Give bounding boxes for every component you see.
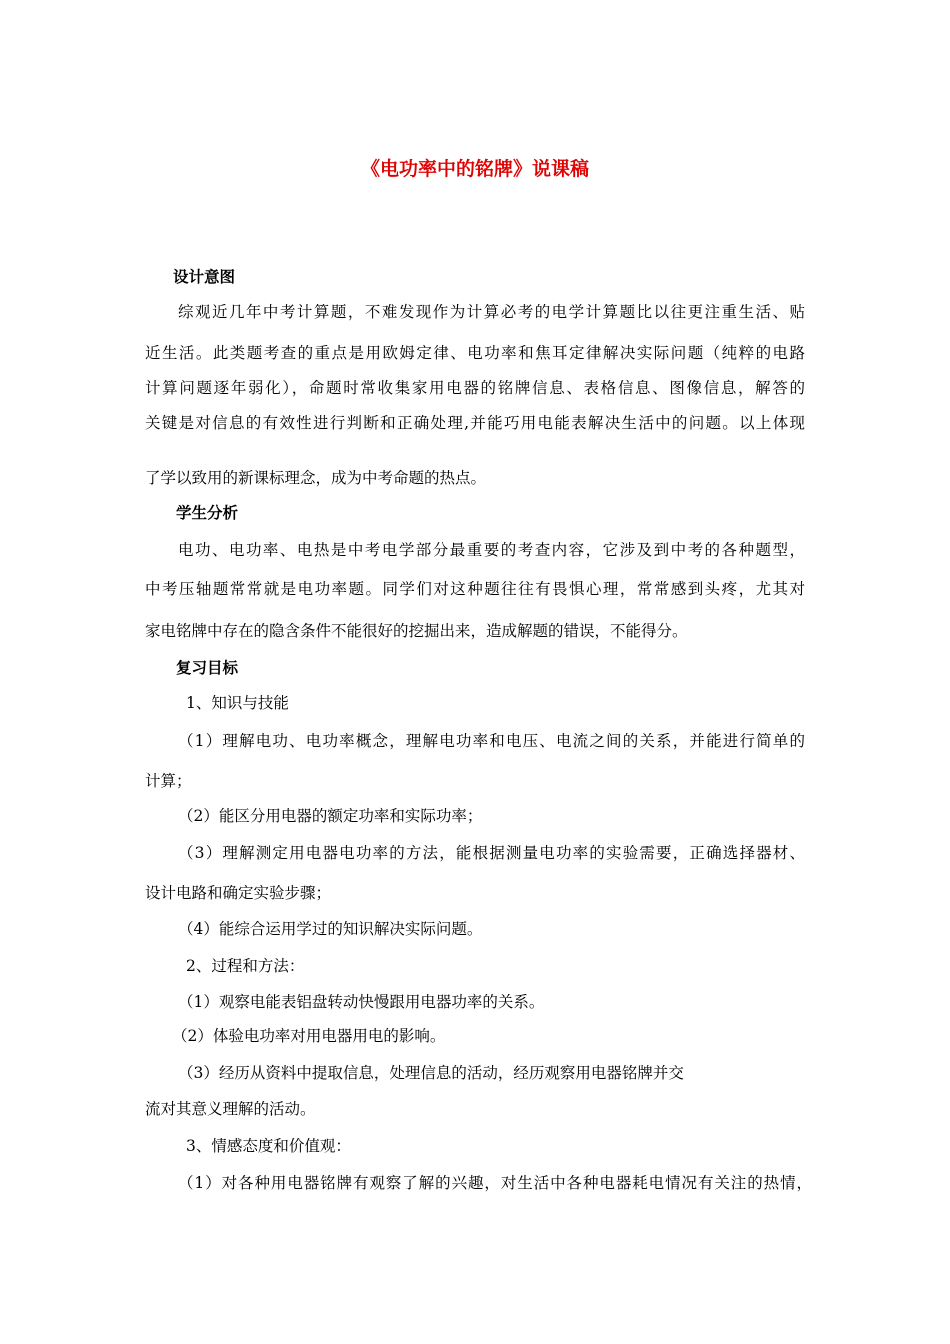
paragraph-line: 设计电路和确定实验步骤； <box>145 884 332 902</box>
paragraph-line: 中考压轴题常常就是电功率题。同学们对这种题往往有畏惧心理，常常感到头疼，尤其对 <box>145 580 805 598</box>
paragraph-line: 计算； <box>145 772 192 790</box>
paragraph-line: （4）能综合运用学过的知识解决实际问题。 <box>178 920 483 938</box>
paragraph-line: 了学以致用的新课标理念，成为中考命题的热点。 <box>145 469 487 487</box>
paragraph-line: （2）能区分用电器的额定功率和实际功率； <box>178 807 483 825</box>
paragraph-line: 关键是对信息的有效性进行判断和正确处理,并能巧用电能表解决生活中的问题。以上体现 <box>145 414 805 432</box>
paragraph-line: （1）观察电能表铝盘转动快慢跟用电器功率的关系。 <box>178 993 545 1011</box>
section-heading-goals: 复习目标 <box>176 658 239 677</box>
section-heading-design: 设计意图 <box>173 267 236 286</box>
paragraph-line: 计算问题逐年弱化），命题时常收集家用电器的铭牌信息、表格信息、图像信息，解答的 <box>145 379 805 397</box>
paragraph-line: （1）理解电功、电功率概念，理解电功率和电压、电流之间的关系，并能进行简单的 <box>178 732 805 750</box>
subheading-attitude: 3、情感态度和价值观： <box>186 1137 351 1155</box>
paragraph-line: （2）体验电功率对用电器用电的影响。 <box>172 1027 446 1045</box>
paragraph-line: （3）理解测定用电器电功率的方法，能根据测量电功率的实验需要，正确选择器材、 <box>178 844 805 862</box>
paragraph-line: 近生活。此类题考查的重点是用欧姆定律、电功率和焦耳定律解决实际问题（纯粹的电路 <box>145 344 805 362</box>
subheading-process: 2、过程和方法： <box>186 957 305 975</box>
paragraph-line: 电功、电功率、电热是中考电学部分最重要的考查内容，它涉及到中考的各种题型， <box>178 541 805 559</box>
paragraph-line: （3）经历从资料中提取信息，处理信息的活动，经历观察用电器铭牌并交 <box>178 1064 684 1082</box>
paragraph-line: 流对其意义理解的活动。 <box>145 1100 316 1118</box>
document-title: 《电功率中的铭牌》说课稿 <box>360 158 589 180</box>
subheading-knowledge: 1、知识与技能 <box>186 694 289 712</box>
section-heading-students: 学生分析 <box>176 503 239 522</box>
paragraph-line: （1）对各种用电器铭牌有观察了解的兴趣，对生活中各种电器耗电情况有关注的热情， <box>178 1174 812 1192</box>
paragraph-line: 综观近几年中考计算题，不难发现作为计算必考的电学计算题比以往更注重生活、贴 <box>178 303 805 321</box>
paragraph-line: 家电铭牌中存在的隐含条件不能很好的挖掘出来，造成解题的错误，不能得分。 <box>145 622 688 640</box>
